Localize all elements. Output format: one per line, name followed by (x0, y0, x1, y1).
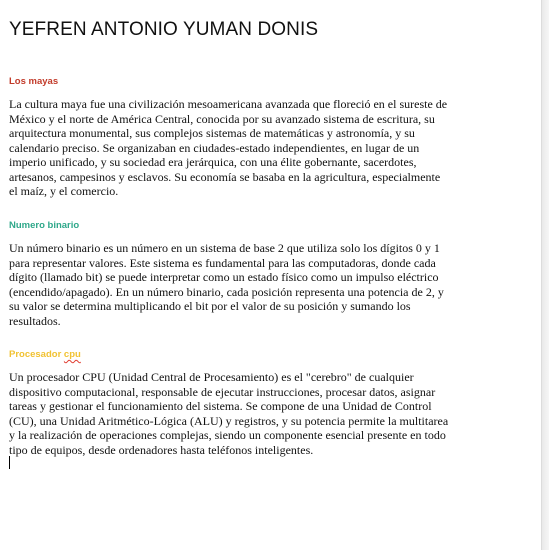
paragraph-los-mayas[interactable] (9, 97, 459, 199)
text-line: para representar valores. Este sistema es fundamental para las computadoras, donde cada (9, 255, 436, 270)
heading-numero-binario: Numero binario (9, 220, 80, 231)
text-line: imperio unificado, y su sociedad era jerárquica, con una élite gobernante, sacerdotes, (9, 155, 417, 169)
text-line: y la realización de operaciones complejas, siendo un componente esencial presente en todo (9, 428, 446, 442)
text-line: su valor se determina multiplicando el bit por el valor de su posición y sumando los (9, 299, 411, 313)
paragraph-numero-binario[interactable] (9, 241, 459, 328)
text-line: dígito (llamado bit) se puede interpretar como un estado físico como un impulso eléctrico (9, 270, 439, 284)
page-edge (541, 0, 549, 550)
text-line: tareas y gestionar el funcionamiento del sistema. Se compone de una Unidad de Control (9, 399, 432, 413)
text-line: (encendido/apagado). En un número binario, cada posición representa una potencia de 2, y (9, 284, 444, 299)
text-line: México y el norte de América Central, conocida por su avanzado sistema de escritura, su (9, 111, 435, 126)
text-line: dispositivo computacional, responsable de ejecutar instrucciones, procesar datos, asignar (9, 384, 436, 399)
text-line: artesanos, campesinos y esclavos. Su economía se basaba en la agricultura, especialmente (9, 169, 441, 184)
text-line: Un procesador CPU (Unidad Central de Procesamiento) es el "cerebro" de cualquier (9, 370, 414, 384)
heading-text: Procesador (9, 349, 62, 360)
text-cursor (9, 456, 10, 469)
text-line: Un número binario es un número en un sistema de base 2 que utiliza solo los dígitos 0 y 1 (9, 241, 440, 255)
text-line: tipo de equipos, desde ordenadores hasta teléfonos inteligentes. (9, 442, 314, 457)
heading-procesador-cpu (9, 349, 81, 360)
text-line: (CU), una Unidad Aritmético-Lógica (ALU) y registros, y su potencia permite la multitarea (9, 413, 449, 428)
text-line: La cultura maya fue una civilización mesoamericana avanzada que floreció en el sureste de (9, 97, 448, 111)
text-line: calendario preciso. Se organizaban en ciudades-estado independientes, en lugar de un (9, 140, 420, 155)
text-line: resultados. (9, 313, 61, 328)
spellcheck-flagged-word[interactable]: cpu (63, 349, 81, 360)
text-line: el maíz, y el comercio. (9, 184, 119, 198)
heading-los-mayas: Los mayas (9, 76, 59, 87)
text-line: arquitectura monumental, sus complejos sistemas de matemáticas y astronomía, y su (9, 126, 415, 140)
paragraph-procesador-cpu[interactable] (9, 370, 459, 457)
document-title: YEFREN ANTONIO YUMAN DONIS (9, 19, 319, 40)
